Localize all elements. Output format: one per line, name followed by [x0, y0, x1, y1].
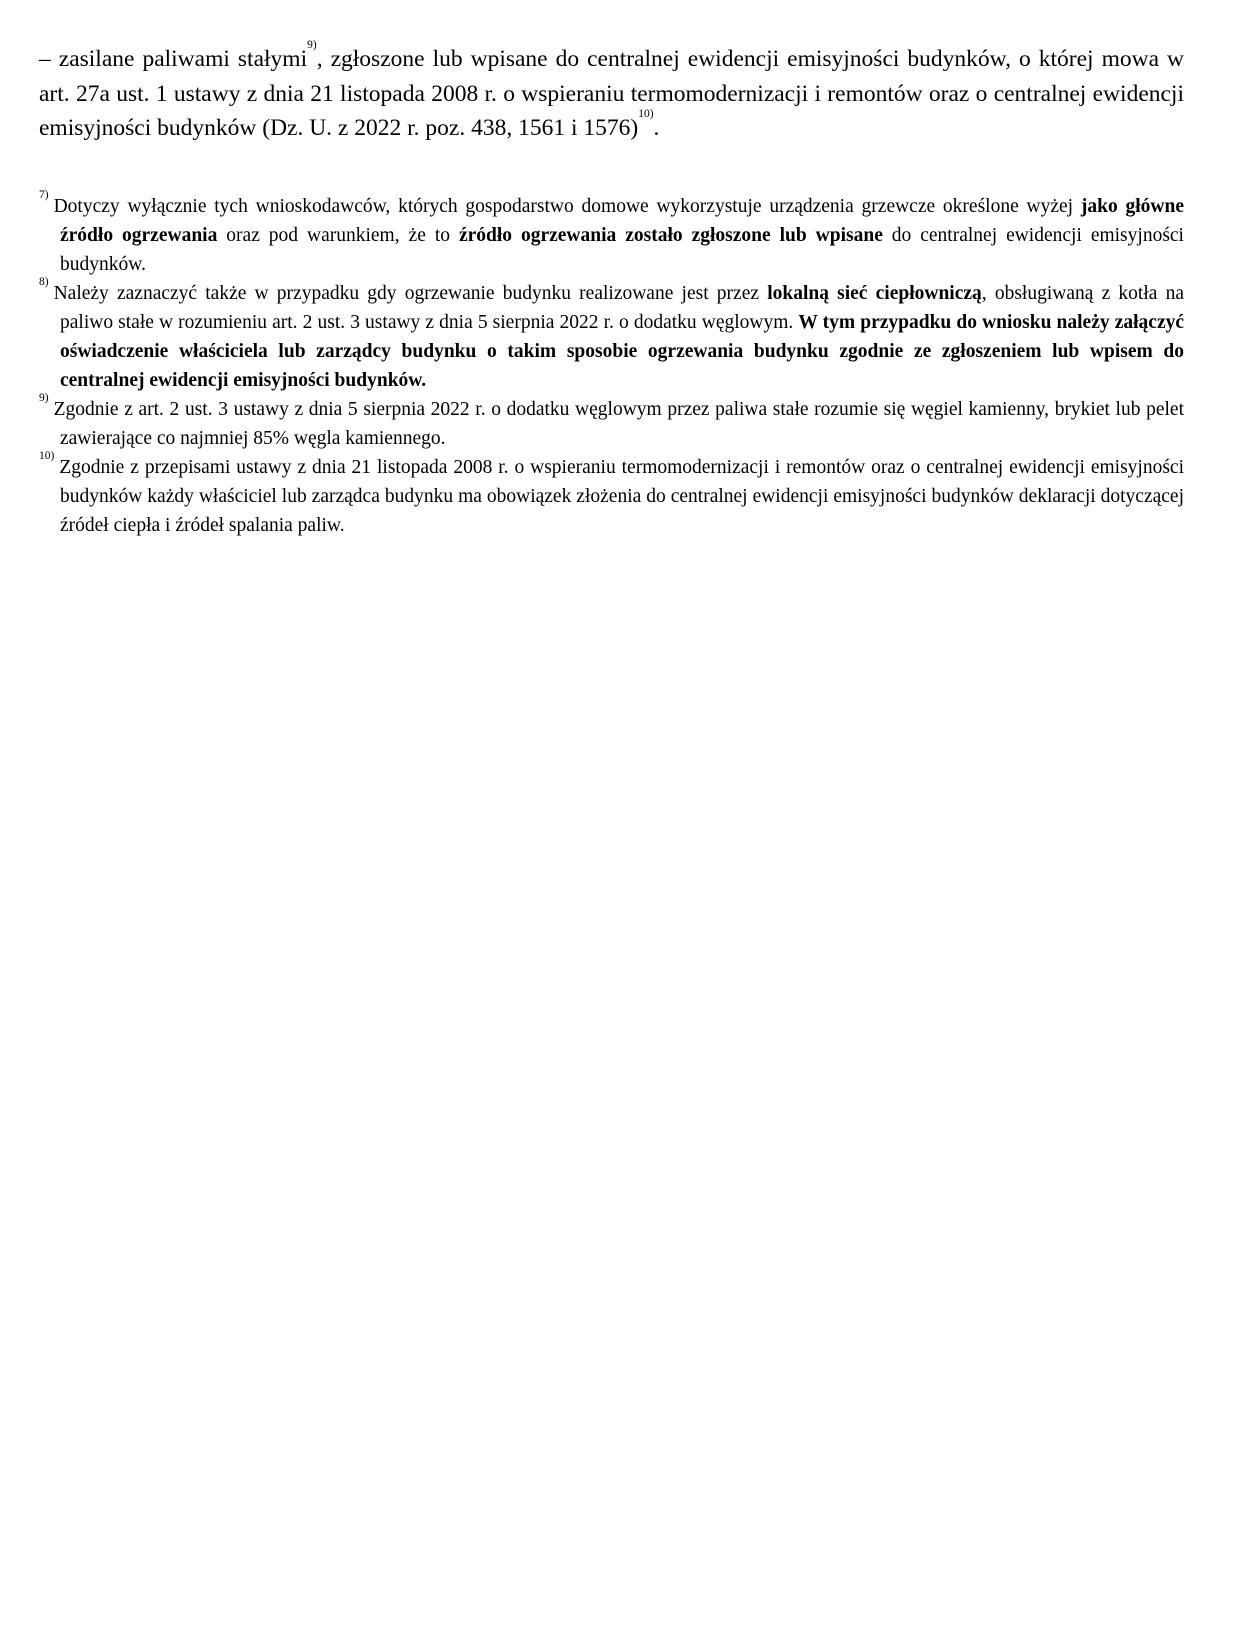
footnote-text: Dotyczy wyłącznie tych wnioskodawców, których gospodarstwo domowe wykorzystuje urządzenia grzewcze określone wyżej — [53, 195, 1081, 217]
footnote-8 — [39, 275, 1184, 395]
footnote-bold-text: lokalną sieć ciepłowniczą — [767, 282, 982, 304]
footnotes-section — [39, 188, 1184, 540]
footnote-bold-text: jako główne źródło ogrzewania — [60, 195, 1184, 246]
footnote-9 — [39, 391, 1184, 453]
footnote-text: Zgodnie z przepisami ustawy z dnia 21 listopada 2008 r. o wspieraniu termomodernizacji i remontów oraz o centralnej ewidencji emisyjności budynków każdy właściciel lub zarządca budynku ma obowiązek złożenia do centralnej ewidencji emisyjności budynków deklaracji dotyczącej źródeł ciepła i źródeł spalania paliw. — [59, 456, 1184, 536]
footnote-ref-9: 9) — [307, 39, 317, 51]
footnote-number: 8) — [39, 275, 49, 288]
main-text-part-3: . — [653, 115, 660, 141]
footnote-text: , obsługiwaną z kotła na paliwo stałe w rozumieniu art. 2 ust. 3 ustawy z dnia 5 sierpnia 2022 r. o dodatku węglowym. — [60, 282, 1184, 333]
main-text-part-2: , zgłoszone lub wpisane do centralnej ewidencji emisyjności budynków, o której mowa w art. 27a ust. 1 ustawy z dnia 21 listopada 2008 r. o wspieraniu termomodernizacji i remontów oraz o centralnej ewidencji emisyjności budynków (Dz. U. z 2022 r. poz. 438, 1561 i 1576) — [39, 46, 1184, 141]
main-text-part-1: – zasilane paliwami stałymi — [39, 46, 308, 72]
footnote-number: 9) — [39, 391, 49, 404]
footnote-bold-text: W tym przypadku do wniosku należy załączyć oświadczenie właściciela lub zarządcy budynku o takim sposobie ogrzewania budynku zgodnie ze zgłoszeniem lub wpisem do centralnej ewidencji emisyjności budynków. — [60, 311, 1184, 391]
footnote-10 — [39, 449, 1184, 540]
footnote-text: do centralnej ewidencji emisyjności budynków. — [60, 224, 1184, 275]
footnote-bold-text: źródło ogrzewania zostało zgłoszone lub wpisane — [458, 224, 883, 246]
footnote-number: 7) — [39, 188, 49, 201]
footnote-text: oraz pod warunkiem, że to — [217, 224, 459, 246]
footnote-number: 10) — [39, 449, 55, 462]
footnote-text: Zgodnie z art. 2 ust. 3 ustawy z dnia 5 sierpnia 2022 r. o dodatku węglowym przez paliwa stałe rozumie się węgiel kamienny, brykiet lub pelet zawierające co najmniej 85% węgla kamiennego. — [53, 398, 1184, 449]
footnote-7 — [39, 188, 1184, 279]
footnote-text: Należy zaznaczyć także w przypadku gdy ogrzewanie budynku realizowane jest przez — [53, 282, 768, 304]
footnote-ref-10: 10) — [638, 108, 654, 120]
main-paragraph — [39, 39, 1184, 146]
document-page — [39, 39, 1184, 540]
